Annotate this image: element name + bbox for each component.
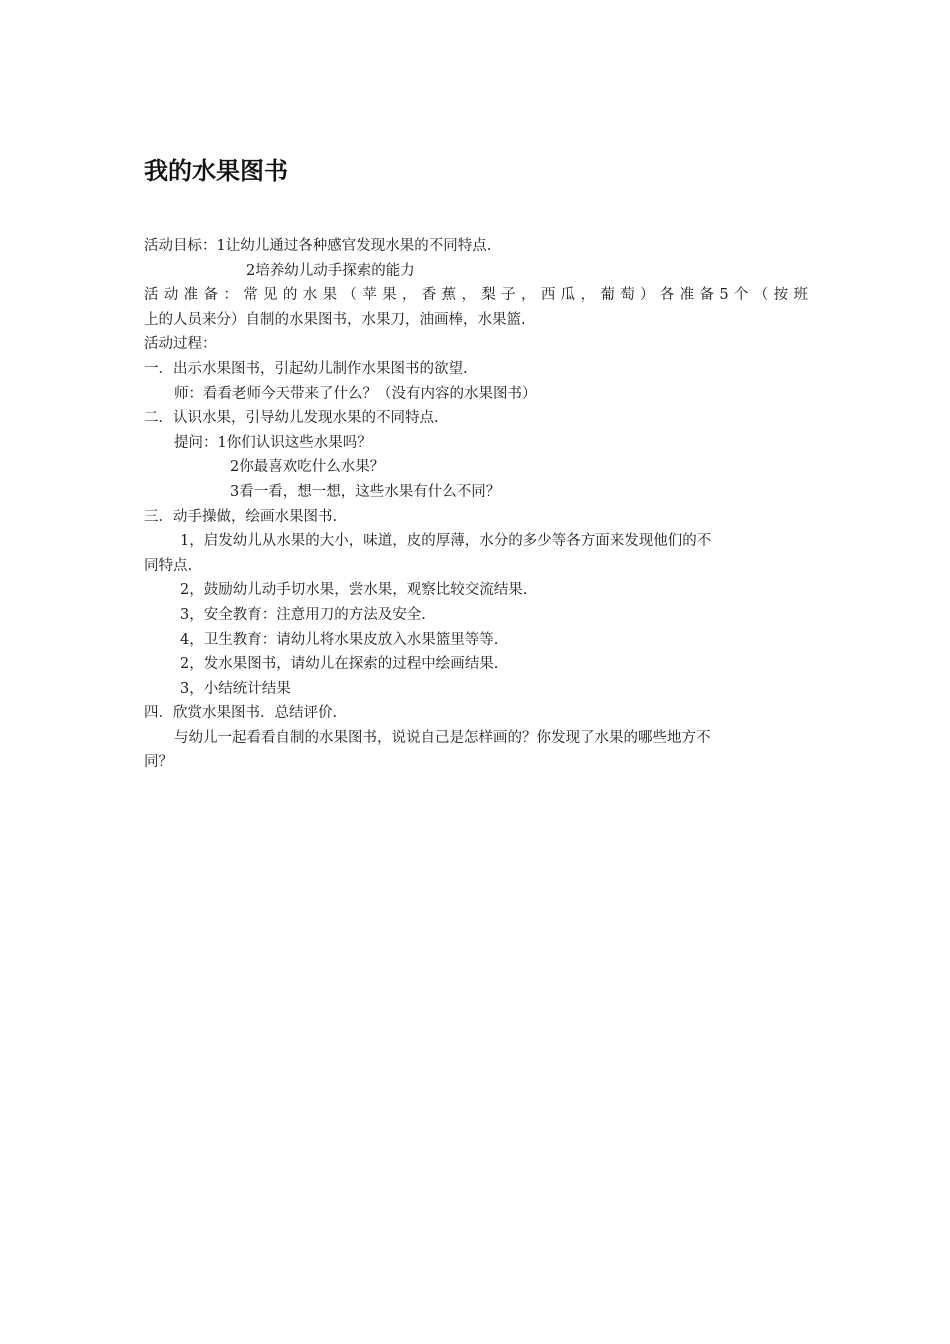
step-3-heading: 三．动手操做，绘画水果图书. (144, 508, 338, 525)
step-3-item-1-line-1: 1，启发幼儿从水果的大小，味道，皮的厚薄，水分的多少等各方面来发现他们的不 (180, 533, 712, 550)
activity-process-heading: 活动过程： (144, 336, 217, 353)
document-title: 我的水果图书 (144, 157, 288, 185)
document-body (144, 234, 808, 775)
step-3-item-2: 2，鼓励幼儿动手切水果，尝水果，观察比较交流结果. (180, 582, 528, 599)
activity-goal-line-2: 2培养幼儿动手探索的能力 (246, 262, 415, 279)
step-2-question-2: 2你最喜欢吃什么水果？ (230, 459, 385, 476)
step-1-heading: 一．出示水果图书，引起幼儿制作水果图书的欲望. (144, 360, 468, 377)
step-3-item-4: 4，卫生教育：请幼儿将水果皮放入水果篮里等等. (180, 631, 499, 648)
activity-prep-line-2: 上的人员来分）自制的水果图书，水果刀，油画棒，水果篮. (144, 311, 526, 328)
step-2-question-3: 3看一看，想一想，这些水果有什么不同？ (230, 483, 501, 500)
step-2-heading: 二．认识水果，引导幼儿发现水果的不同特点. (144, 410, 439, 427)
step-3-item-6: 3，小结统计结果 (180, 680, 291, 697)
step-3-item-3: 3，安全教育：注意用刀的方法及安全. (180, 606, 426, 623)
step-4-heading: 四．欣赏水果图书．总结评价. (144, 705, 338, 722)
step-3-item-5: 2，发水果图书，请幼儿在探索的过程中绘画结果. (180, 656, 499, 673)
step-4-text-line-1: 与幼儿一起看看自制的水果图书，说说自己是怎样画的？你发现了水果的哪些地方不 (174, 729, 711, 746)
step-3-item-1-line-2: 同特点. (144, 557, 193, 574)
activity-goal-line-1: 活动目标：1让幼儿通过各种感官发现水果的不同特点. (144, 238, 492, 254)
step-4-text-line-2: 同？ (144, 754, 173, 771)
step-2-question-1: 提问：1你们认识这些水果吗？ (174, 434, 372, 451)
activity-prep-line-1: 活动准备：常见的水果（苹果，香蕉，梨子，西瓜，葡萄）各准备5个（按班 (144, 287, 808, 304)
step-1-teacher-line: 师：看看老师今天带来了什么？（没有内容的水果图书） (174, 385, 537, 402)
